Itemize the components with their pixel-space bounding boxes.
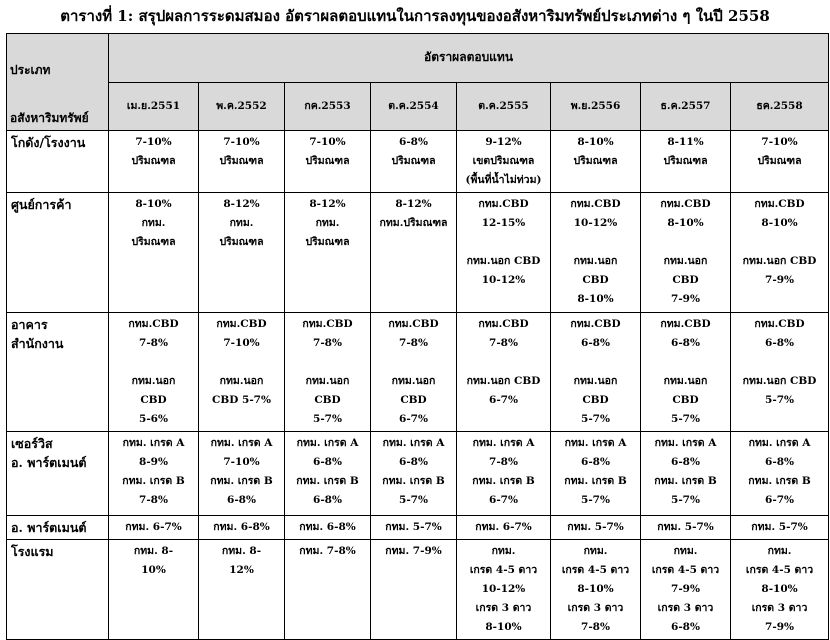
- table-cell: กทม.CBD 6-8% กทม.นอก CBD 5-7%: [641, 313, 731, 432]
- group-header: อัตราผลตอบแทน: [109, 34, 829, 83]
- table-cell: กทม. 8- 10%: [109, 540, 199, 640]
- table-cell: 7-10% ปริมณฑล: [199, 131, 285, 193]
- table-cell: กทม. 7-9%: [371, 540, 457, 640]
- table-cell: 8-10% กทม. ปริมณฑล: [109, 193, 199, 313]
- table-cell: กทม. 5-7%: [551, 516, 641, 540]
- row-header: อ. พาร์ตเมนต์: [7, 516, 109, 540]
- table-cell: กทม. เกรด A 6-8% กทม. เกรด B 6-8%: [285, 432, 371, 516]
- table-cell: กทม. 6-7%: [109, 516, 199, 540]
- period-header: ธค.2558: [731, 82, 829, 131]
- table-row: [7, 193, 829, 313]
- table-cell: 8-12% กทม. ปริมณฑล: [199, 193, 285, 313]
- table-cell: 8-10% ปริมณฑล: [551, 131, 641, 193]
- table-cell: 8-12% กทม.ปริมณฑล: [371, 193, 457, 313]
- table-cell: กทม. เกรด 4-5 ดาว 8-10% เกรด 3 ดาว 7-9%: [731, 540, 829, 640]
- table-cell: กทม.CBD 7-8% กทม.นอก CBD 6-7%: [371, 313, 457, 432]
- table-cell: 6-8% ปริมณฑล: [371, 131, 457, 193]
- period-header: กค.2553: [285, 82, 371, 131]
- period-header: พ.ค.2552: [199, 82, 285, 131]
- table-cell: กทม. เกรด A 7-8% กทม. เกรด B 6-7%: [457, 432, 551, 516]
- table-cell: กทม. เกรด 4-5 ดาว 8-10% เกรด 3 ดาว 7-8%: [551, 540, 641, 640]
- table-cell: กทม. เกรด A 7-10% กทม. เกรด B 6-8%: [199, 432, 285, 516]
- returns-table: [6, 33, 829, 640]
- corner-header-line1: ประเภท: [10, 63, 51, 77]
- table-cell: กทม.CBD 12-15% กทม.นอก CBD 10-12%: [457, 193, 551, 313]
- table-cell: 8-12% กทม. ปริมณฑล: [285, 193, 371, 313]
- table-cell: กทม.CBD 7-10% กทม.นอก CBD 5-7%: [199, 313, 285, 432]
- table-cell: กทม.CBD 6-8% กทม.นอก CBD 5-7%: [731, 313, 829, 432]
- table-cell: กทม.CBD 7-8% กทม.นอก CBD 5-6%: [109, 313, 199, 432]
- period-header: เม.ย.2551: [109, 82, 199, 131]
- row-header: โกดัง/โรงงาน: [7, 131, 109, 193]
- table-cell: กทม. 5-7%: [371, 516, 457, 540]
- table-cell: 8-11% ปริมณฑล: [641, 131, 731, 193]
- table-cell: กทม. เกรด A 6-8% กทม. เกรด B 5-7%: [641, 432, 731, 516]
- table-cell: กทม. เกรด 4-5 ดาว 10-12% เกรด 3 ดาว 8-10%: [457, 540, 551, 640]
- table-cell: กทม. เกรด A 8-9% กทม. เกรด B 7-8%: [109, 432, 199, 516]
- table-cell: กทม. เกรด A 6-8% กทม. เกรด B 6-7%: [731, 432, 829, 516]
- table-cell: กทม. 7-8%: [285, 540, 371, 640]
- period-header: ต.ค.2555: [457, 82, 551, 131]
- table-cell: กทม.CBD 7-8% กทม.นอก CBD 6-7%: [457, 313, 551, 432]
- table-row: [7, 131, 829, 193]
- row-header: เซอร์วิส อ. พาร์ตเมนต์: [7, 432, 109, 516]
- row-header: อาคาร สำนักงาน: [7, 313, 109, 432]
- table-cell: กทม. เกรด A 6-8% กทม. เกรด B 5-7%: [371, 432, 457, 516]
- table-cell: กทม. 8- 12%: [199, 540, 285, 640]
- table-cell: 9-12% เขตปริมณฑล (พื้นที่น้ำไม่ท่วม): [457, 131, 551, 193]
- table-caption: ตารางที่ 1: สรุปผลการระดมสมอง อัตราผลตอบแทนในการลงทุนของอสังหาริมทรัพย์ประเภทต่าง ๆ ในปี 2558: [60, 7, 770, 25]
- table-row: [7, 432, 829, 516]
- corner-header-line2: อสังหาริมทรัพย์: [10, 111, 89, 125]
- table-cell: 7-10% ปริมณฑล: [109, 131, 199, 193]
- table-cell: กทม. เกรด A 6-8% กทม. เกรด B 5-7%: [551, 432, 641, 516]
- table-cell: กทม. 6-7%: [457, 516, 551, 540]
- table-cell: กทม.CBD 6-8% กทม.นอก CBD 5-7%: [551, 313, 641, 432]
- table-cell: 7-10% ปริมณฑล: [731, 131, 829, 193]
- row-header: โรงแรม: [7, 540, 109, 640]
- table-cell: 7-10% ปริมณฑล: [285, 131, 371, 193]
- table-row: [7, 313, 829, 432]
- period-header: ธ.ค.2557: [641, 82, 731, 131]
- table-cell: กทม. 5-7%: [641, 516, 731, 540]
- table-cell: กทม.CBD 8-10% กทม.นอก CBD 7-9%: [731, 193, 829, 313]
- table-cell: กทม. 5-7%: [731, 516, 829, 540]
- table-cell: กทม.CBD 10-12% กทม.นอก CBD 8-10%: [551, 193, 641, 313]
- table-row: [7, 540, 829, 640]
- period-header: ต.ค.2554: [371, 82, 457, 131]
- table-cell: กทม.CBD 8-10% กทม.นอก CBD 7-9%: [641, 193, 731, 313]
- table-cell: กทม. 6-8%: [199, 516, 285, 540]
- period-header: พ.ย.2556: [551, 82, 641, 131]
- table-cell: กทม. 6-8%: [285, 516, 371, 540]
- corner-header: [7, 34, 109, 131]
- table-cell: กทม.CBD 7-8% กทม.นอก CBD 5-7%: [285, 313, 371, 432]
- table-cell: กทม. เกรด 4-5 ดาว 7-9% เกรด 3 ดาว 6-8%: [641, 540, 731, 640]
- row-header: ศูนย์การค้า: [7, 193, 109, 313]
- table-row: [7, 516, 829, 540]
